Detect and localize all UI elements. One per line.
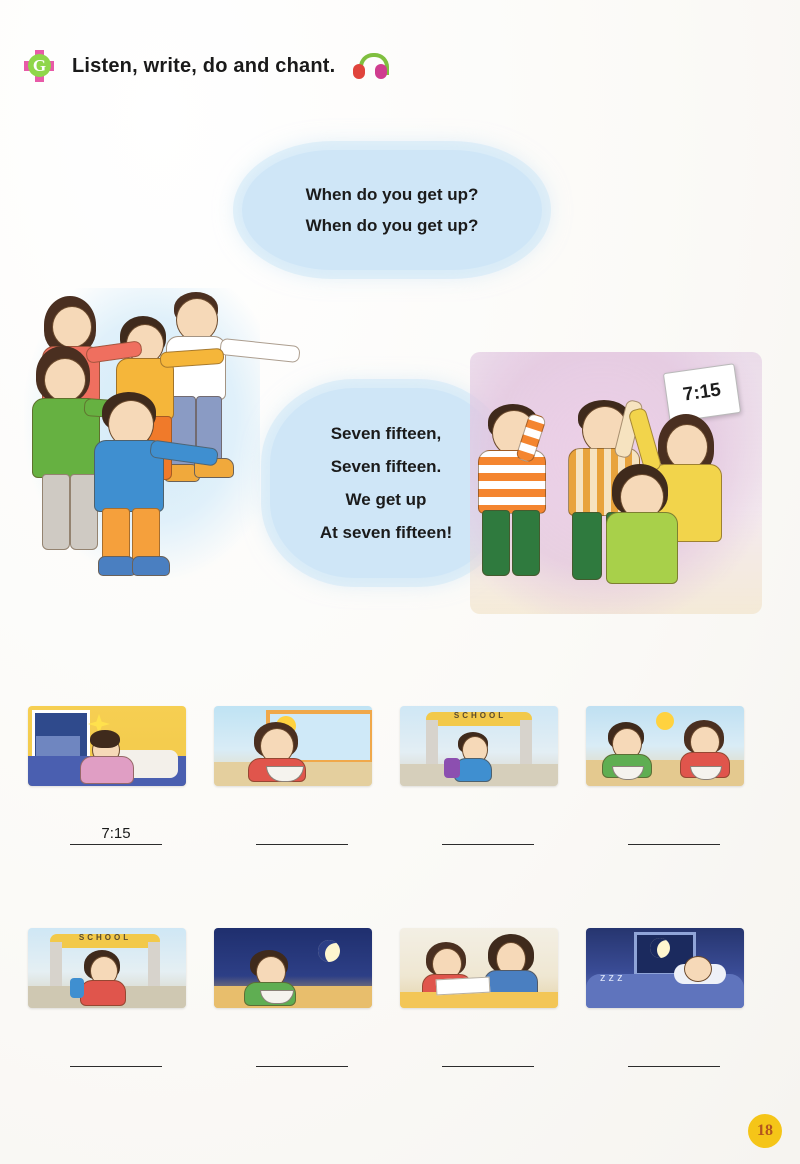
page-header <box>24 50 387 82</box>
answer-line[interactable] <box>70 1046 162 1067</box>
exercise-cell <box>28 706 214 842</box>
exercise-cell <box>400 706 586 786</box>
answer-line[interactable] <box>628 1046 720 1067</box>
answer-line[interactable]: 7:15 <box>70 824 162 845</box>
grammar-badge-icon <box>24 50 54 82</box>
scene-thumbnail[interactable] <box>214 706 372 786</box>
answer-line[interactable] <box>628 824 720 845</box>
scene-thumbnail[interactable]: SCHOOL <box>28 928 186 1008</box>
exercise-cell <box>214 928 400 1008</box>
badge-letter: G <box>28 54 51 77</box>
illustration-children-with-sign <box>470 352 762 614</box>
illustration-children-pointing <box>24 288 260 580</box>
exercise-cell <box>586 706 772 786</box>
bubble-line: Seven fifteen. <box>330 457 442 476</box>
answer-line[interactable] <box>442 824 534 845</box>
speech-bubble-answer <box>270 388 502 578</box>
speech-bubble-question <box>242 150 542 270</box>
exercise-row <box>28 928 772 1008</box>
answer-line[interactable] <box>256 1046 348 1067</box>
time-sign: 7:15 <box>663 363 741 423</box>
exercise-row <box>28 706 772 842</box>
exercise-cell <box>586 928 772 1008</box>
exercise-cell <box>28 928 214 1008</box>
page-title: Listen, write, do and chant. <box>72 54 336 77</box>
scene-thumbnail[interactable] <box>214 928 372 1008</box>
answer-line[interactable] <box>256 824 348 845</box>
exercise-cell <box>400 928 586 1008</box>
page-number: 18 <box>748 1114 782 1148</box>
scene-thumbnail[interactable] <box>400 928 558 1008</box>
scene-thumbnail[interactable] <box>586 706 744 786</box>
bubble-line: When do you get up? <box>305 185 479 204</box>
bubble-line: At seven fifteen! <box>319 523 453 542</box>
scene-thumbnail[interactable]: z z z <box>586 928 744 1008</box>
headphones-icon <box>353 51 387 81</box>
bubble-line: When do you get up? <box>305 216 479 235</box>
answer-line[interactable] <box>442 1046 534 1067</box>
bubble-line: We get up <box>345 490 427 509</box>
bubble-line: Seven fifteen, <box>330 424 442 443</box>
scene-thumbnail[interactable]: SCHOOL <box>400 706 558 786</box>
scene-thumbnail[interactable] <box>28 706 186 786</box>
exercise-cell <box>214 706 400 786</box>
